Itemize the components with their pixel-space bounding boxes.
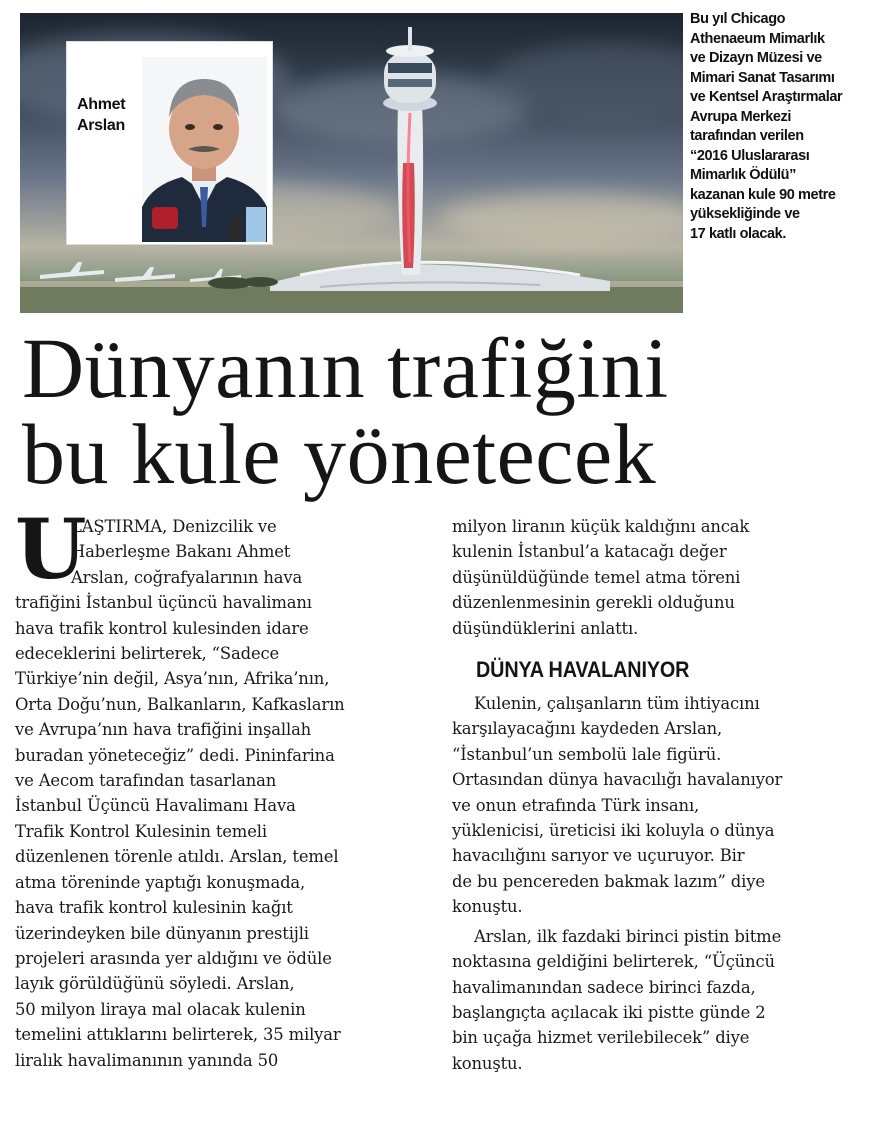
headline bbox=[22, 320, 862, 502]
body-line: hava trafik kontrol kulesinin kağıt bbox=[15, 898, 293, 918]
caption-line: Bu yıl Chicago bbox=[690, 11, 786, 27]
body-line: liralık havalimanının yanında 50 bbox=[15, 1050, 279, 1070]
body-line: Türkiye’nin değil, Asya’nın, Afrika’nın, bbox=[15, 669, 330, 689]
caption-line: yüksekliğinde ve bbox=[690, 206, 800, 222]
body-line: üzerindeyken bile dünyanın prestijli bbox=[15, 923, 309, 943]
caption-line: tarafından verilen bbox=[690, 128, 804, 144]
article-column-right bbox=[452, 514, 862, 1076]
body-line: layık görüldüğünü söyledi. Arslan, bbox=[15, 974, 295, 994]
body-line: düşündüklerini anlattı. bbox=[452, 618, 639, 638]
body-line: düşünüldüğünde temel atma töreni bbox=[452, 567, 741, 587]
body-line: noktasına geldiğini belirterek, “Üçüncü bbox=[452, 952, 775, 972]
body-line: Orta Doğu’nun, Balkanların, Kafkasların bbox=[15, 694, 345, 714]
body-line: havalimanından sadece birinci fazda, bbox=[452, 977, 756, 997]
caption-line: 17 katlı olacak. bbox=[690, 225, 786, 242]
body-line: kulenin İstanbul’a katacağı değer bbox=[452, 542, 727, 562]
body-line: Ortasından dünya havacılığı havalanıyor bbox=[452, 770, 783, 790]
body-line: Arslan, ilk fazdaki birinci pistin bitme bbox=[474, 926, 782, 946]
body-line: temelini attıklarını belirterek, 35 milyar bbox=[15, 1025, 341, 1045]
minister-portrait bbox=[66, 41, 273, 245]
body-line: İstanbul Üçüncü Havalimanı Hava bbox=[15, 796, 296, 816]
body-line: karşılayacağını kaydeden Arslan, bbox=[452, 719, 723, 739]
portrait-name-label: Ahmet Arslan bbox=[77, 96, 126, 134]
body-line: hava trafik kontrol kulesinden idare bbox=[15, 618, 309, 638]
caption-line: Mimarlık Ödülü” bbox=[690, 167, 796, 183]
caption-line: ve Kentsel Araştırmalar bbox=[690, 89, 843, 105]
body-line: milyon liranın küçük kaldığını ancak bbox=[452, 517, 750, 536]
body-line: projeleri arasında yer aldığını ve ödüle bbox=[15, 948, 332, 968]
caption-line: Avrupa Merkezi bbox=[690, 108, 792, 125]
body-line: düzenlenen törenle atıldı. Arslan, temel bbox=[15, 847, 339, 867]
caption-line: “2016 Uluslararası bbox=[690, 147, 810, 164]
caption-line: ve Dizayn Müzesi ve bbox=[690, 50, 822, 66]
body-line: konuştu. bbox=[452, 1053, 523, 1073]
body-line: Kulenin, çalışanların tüm ihtiyacını bbox=[474, 694, 760, 714]
body-line: trafiğini İstanbul üçüncü havalimanı bbox=[15, 593, 312, 613]
caption-line: Athenaeum Mimarlık bbox=[690, 30, 825, 47]
body-line: LAŞTIRMA, Denizcilik ve bbox=[71, 517, 277, 536]
body-line: konuştu. bbox=[452, 897, 523, 917]
body-line: bin uçağa hizmet verilebilecek” diye bbox=[452, 1028, 750, 1048]
body-line: “İstanbul’un sembolü lale figürü. bbox=[452, 744, 722, 764]
body-line: edeceklerini belirterek, “Sadece bbox=[15, 644, 280, 664]
body-line: yüklenicisi, üreticisi iki koluyla o dünya bbox=[452, 821, 775, 841]
body-line: havacılığını sarıyor ve uçuruyor. Bir bbox=[452, 846, 745, 866]
body-line: düzenlenmesinin gerekli olduğunu bbox=[452, 593, 735, 613]
article-column-left bbox=[15, 502, 420, 1073]
body-line: atma töreninde yaptığı konuşmada, bbox=[15, 872, 306, 892]
body-line: buradan yöneteceğiz” dedi. Pininfarina bbox=[15, 745, 335, 765]
body-line: de bu pencereden bakmak lazım” diye bbox=[452, 871, 765, 891]
caption-line: kazanan kule 90 metre bbox=[690, 186, 836, 203]
body-line: başlangıçta açılacak iki pistte günde 2 bbox=[452, 1002, 766, 1022]
headline-line: Dünyanın trafiğini bbox=[22, 320, 669, 416]
tower-photo bbox=[20, 13, 683, 313]
photo-caption bbox=[690, 10, 865, 244]
body-line: Arslan, coğrafyalarının hava bbox=[71, 567, 303, 587]
portrait-figure bbox=[142, 57, 267, 242]
body-line: Haberleşme Bakanı Ahmet bbox=[71, 542, 291, 562]
drop-cap: U bbox=[15, 502, 87, 598]
body-line: ve Aecom tarafından tasarlanan bbox=[15, 771, 277, 791]
caption-line: Mimari Sanat Tasarımı bbox=[690, 69, 835, 86]
headline-line: bu kule yönetecek bbox=[22, 406, 657, 502]
subheading: DÜNYA HAVALANIYOR bbox=[476, 657, 690, 683]
body-line: 50 milyon liraya mal olacak kulenin bbox=[15, 999, 306, 1019]
body-line: ve Avrupa’nın hava trafiğini inşallah bbox=[15, 720, 312, 740]
body-line: ve onun etrafında Türk insanı, bbox=[452, 795, 700, 815]
body-line: Trafik Kontrol Kulesinin temeli bbox=[15, 821, 267, 841]
